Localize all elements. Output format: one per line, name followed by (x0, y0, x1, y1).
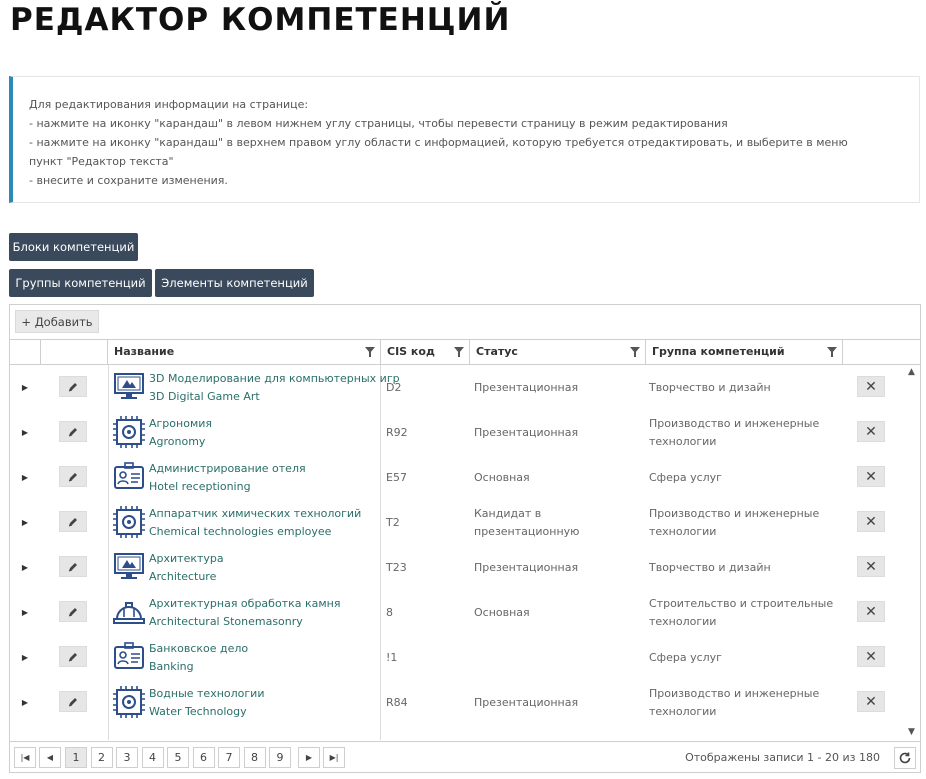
pencil-icon (67, 381, 79, 393)
name-ru[interactable]: Аппаратчик химических технологий (149, 506, 362, 520)
delete-button[interactable] (857, 466, 885, 487)
close-icon: ✕ (865, 558, 877, 575)
name-en[interactable]: Agronomy (149, 434, 206, 448)
delete-button[interactable] (857, 691, 885, 712)
expand-row-icon[interactable]: ▶ (21, 383, 29, 392)
gear-chip-icon (112, 685, 146, 719)
name-en[interactable]: Chemical technologies employee (149, 524, 332, 538)
competency-name[interactable] (149, 410, 379, 455)
info-panel (9, 76, 920, 203)
delete-button[interactable] (857, 601, 885, 622)
id-card-icon (112, 640, 146, 674)
competency-name[interactable] (149, 545, 379, 590)
filter-icon[interactable] (454, 347, 464, 353)
page-button[interactable]: 5 (167, 747, 189, 768)
pencil-icon (67, 696, 79, 708)
info-line: - нажмите на иконку "карандаш" в верхнем правом углу области с информацией, которую требуется отредактировать, и выберите в меню (29, 136, 848, 149)
close-icon: ✕ (865, 378, 877, 395)
filter-icon[interactable] (827, 347, 837, 353)
competency-name[interactable] (149, 635, 379, 680)
add-button[interactable]: + Добавить (15, 310, 99, 333)
pager-info: Отображены записи 1 - 20 из 180 (685, 751, 880, 764)
pager (10, 741, 920, 773)
header-name-label: Название (114, 345, 175, 358)
status-text (474, 635, 639, 680)
name-ru[interactable]: Банковское дело (149, 641, 249, 655)
table-row[interactable] (10, 545, 905, 590)
table-row[interactable] (10, 635, 905, 680)
grid-toolbar (10, 305, 920, 340)
delete-button[interactable] (857, 511, 885, 532)
name-ru[interactable]: Архитектурная обработка камня (149, 596, 341, 610)
page-button[interactable]: 2 (91, 747, 113, 768)
hard-hat-icon (112, 595, 146, 629)
status-text: Презентационная (474, 425, 579, 439)
gear-chip-icon (112, 505, 146, 539)
close-icon: ✕ (865, 513, 877, 530)
status-text: Презентационная (474, 560, 579, 574)
filter-icon[interactable] (365, 347, 375, 353)
edit-button[interactable] (59, 556, 87, 577)
header-expand (10, 340, 41, 364)
pencil-icon (67, 426, 79, 438)
table-row[interactable] (10, 590, 905, 635)
table-row[interactable] (10, 365, 905, 410)
group-text: Творчество и дизайн (649, 380, 771, 394)
name-ru[interactable]: 3D Моделирование для компьютерных игр (149, 371, 400, 385)
header-group[interactable] (646, 340, 843, 364)
monitor-design-icon (112, 550, 146, 584)
filter-icon[interactable] (630, 347, 640, 353)
name-en[interactable]: Banking (149, 659, 194, 673)
blocks-button[interactable]: Блоки компетенций (9, 233, 138, 261)
competency-name[interactable] (149, 590, 379, 635)
edit-button[interactable] (59, 466, 87, 487)
header-group-label: Группа компетенций (652, 345, 785, 358)
competency-name[interactable] (149, 500, 379, 545)
pencil-icon (67, 606, 79, 618)
delete-button[interactable] (857, 556, 885, 577)
group-text: Строительство и строительные технологии (649, 596, 834, 628)
group-text: Производство и инженерные технологии (649, 416, 820, 448)
name-ru[interactable]: Архитектура (149, 551, 224, 565)
table-row[interactable] (10, 500, 905, 545)
pencil-icon (67, 561, 79, 573)
refresh-icon (898, 751, 912, 765)
last-page-button[interactable]: ▶| (323, 747, 345, 768)
edit-button[interactable] (59, 691, 87, 712)
name-ru[interactable]: Агрономия (149, 416, 213, 430)
page-button[interactable]: 7 (218, 747, 240, 768)
edit-button[interactable] (59, 601, 87, 622)
header-code-label: CIS код (387, 345, 435, 358)
page-button[interactable]: 1 (65, 747, 87, 768)
prev-page-button[interactable]: ◀ (39, 747, 61, 768)
page-button[interactable]: 8 (244, 747, 266, 768)
expand-row-icon[interactable]: ▶ (21, 428, 29, 437)
group-text: Творчество и дизайн (649, 560, 771, 574)
groups-button[interactable]: Группы компетенций (9, 269, 152, 297)
delete-button[interactable] (857, 376, 885, 397)
header-code[interactable] (381, 340, 470, 364)
page-button[interactable]: 3 (116, 747, 138, 768)
status-text: Основная (474, 605, 530, 619)
next-page-button[interactable]: ▶ (298, 747, 320, 768)
close-icon: ✕ (865, 603, 877, 620)
close-icon: ✕ (865, 468, 877, 485)
page-button[interactable]: 9 (269, 747, 291, 768)
close-icon: ✕ (865, 693, 877, 710)
id-card-icon (112, 460, 146, 494)
cis-code: !1 (386, 651, 398, 664)
delete-button[interactable] (857, 646, 885, 667)
page-button[interactable]: 6 (193, 747, 215, 768)
page-title: РЕДАКТОР КОМПЕТЕНЦИЙ (10, 2, 511, 38)
group-text: Сфера услуг (649, 650, 722, 664)
competency-grid (9, 304, 921, 773)
info-line: пункт "Редактор текста" (29, 155, 174, 168)
cis-code: 8 (386, 606, 393, 619)
header-status[interactable] (470, 340, 646, 364)
page-button[interactable]: 4 (142, 747, 164, 768)
table-row[interactable] (10, 455, 905, 500)
vertical-scrollbar[interactable] (905, 365, 920, 740)
scroll-up-icon[interactable]: ▲ (908, 367, 915, 377)
name-ru[interactable]: Администрирование отеля (149, 461, 306, 475)
name-en[interactable]: 3D Digital Game Art (149, 389, 260, 403)
competency-name[interactable] (149, 680, 379, 725)
pencil-icon (67, 516, 79, 528)
pencil-icon (67, 651, 79, 663)
elements-button[interactable]: Элементы компетенций (155, 269, 314, 297)
name-ru[interactable]: Водные технологии (149, 686, 265, 700)
edit-button[interactable] (59, 646, 87, 667)
info-line: - нажмите на иконку "карандаш" в левом нижнем углу страницы, чтобы перевести страницу в режим редактирования (29, 117, 728, 130)
info-line: - внесите и сохраните изменения. (29, 174, 228, 187)
edit-button[interactable] (59, 376, 87, 397)
grid-body (10, 365, 905, 740)
name-en[interactable]: Architectural Stonemasonry (149, 614, 303, 628)
status-text: Кандидат в презентационную (474, 506, 580, 538)
competency-name[interactable] (149, 455, 379, 500)
cis-code: E57 (386, 471, 407, 484)
group-text: Сфера услуг (649, 470, 722, 484)
expand-row-icon[interactable]: ▶ (21, 518, 29, 527)
gear-chip-icon (112, 415, 146, 449)
name-en[interactable]: Architecture (149, 569, 217, 583)
expand-row-icon[interactable]: ▶ (21, 608, 29, 617)
expand-row-icon[interactable]: ▶ (21, 698, 29, 707)
name-en[interactable]: Water Technology (149, 704, 247, 718)
edit-button[interactable] (59, 511, 87, 532)
name-en[interactable]: Hotel receptioning (149, 479, 251, 493)
header-name[interactable] (108, 340, 381, 364)
monitor-design-icon (112, 370, 146, 404)
status-text: Презентационная (474, 695, 579, 709)
header-status-label: Статус (476, 345, 518, 358)
expand-row-icon[interactable]: ▶ (21, 653, 29, 662)
refresh-button[interactable] (894, 747, 916, 769)
group-text: Производство и инженерные технологии (649, 686, 820, 718)
delete-button[interactable] (857, 421, 885, 442)
cis-code: R84 (386, 696, 408, 709)
table-row[interactable] (10, 410, 905, 455)
edit-button[interactable] (59, 421, 87, 442)
status-text: Презентационная (474, 380, 579, 394)
expand-row-icon[interactable]: ▶ (21, 473, 29, 482)
first-page-button[interactable]: |◀ (14, 747, 36, 768)
header-edit (41, 340, 108, 364)
cis-code: T23 (386, 561, 407, 574)
cis-code: R92 (386, 426, 408, 439)
table-row[interactable] (10, 680, 905, 725)
group-text: Производство и инженерные технологии (649, 506, 820, 538)
pencil-icon (67, 471, 79, 483)
status-text: Основная (474, 470, 530, 484)
expand-row-icon[interactable]: ▶ (21, 563, 29, 572)
scroll-down-icon[interactable]: ▼ (908, 727, 915, 737)
close-icon: ✕ (865, 648, 877, 665)
cis-code: D2 (386, 381, 402, 394)
info-line: Для редактирования информации на странице: (29, 98, 309, 111)
cis-code: T2 (386, 516, 400, 529)
close-icon: ✕ (865, 423, 877, 440)
grid-header (10, 340, 920, 365)
